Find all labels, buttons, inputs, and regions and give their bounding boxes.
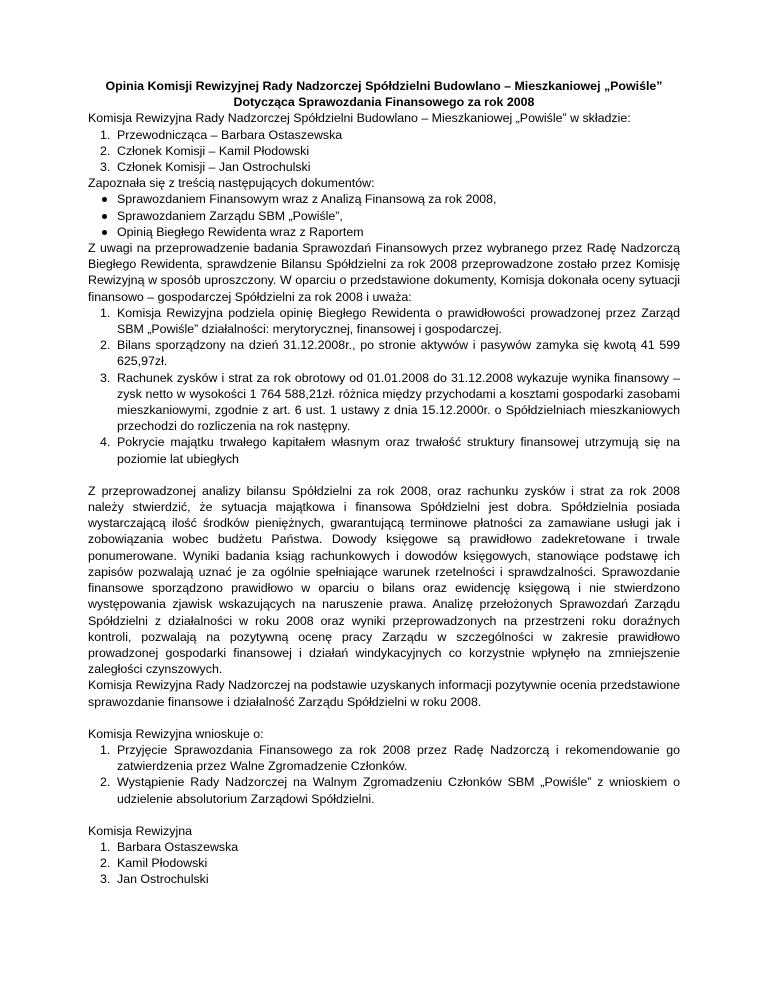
spacer (88, 710, 680, 726)
findings-list (88, 305, 680, 467)
list-item: 3. Rachunek zysków i strat za rok obrotowy od 01.01.2008 do 31.12.2008 wykazuje wynika finansowy – zysk netto w wysokości 1 764 588,21zł. różnica między przychodami a kosztami gospodarki zasobami mieszkaniowymi, zgodnie z art. 6 ust. 1 ustawy z dnia 15.12.2000r. o Spółdzielniach mieszkaniowych przechodzi do rozliczenia na rok następny. (100, 370, 680, 434)
intro-text: Komisja Rewizyjna Rady Nadzorczej Spółdzielni Budowlano – Mieszkaniowej „Powiśle” w składzie: (88, 111, 631, 126)
summary-paragraph: Z przeprowadzonej analizy bilansu Spółdzielni za rok 2008, oraz rachunku zysków i strat za rok 2008 należy stwierdzić, że sytuacja majątkowa i finansowa Spółdzielni jest dobra. Spółdzielnia posiada wystarczającą ilość środków pieniężnych, gwarantującą terminowe płatności za zamawiane usługi jak i zobowiązania wobec budżetu Państwa. Dowody księgowe są prawidłowo zadekretowane i trwale ponumerowane. Wyniki badania ksiąg rachunkowych i dowodów księgowych, stanowiące podstawę ich zapisów pozwalają uznać je za ogólnie spełniające warunek rzetelności i sprawdzalności. Sprawozdanie finansowe sporządzono prawidłowo w oparciu o bilans oraz ewidencję księgową i nie stwierdzono występowania zjawisk wskazujących na naruszenie prawa. Analizę przełożonych Sprawozdań Zarządu Spółdzielni z działalności w roku 2008 oraz wyniki przeprowadzonych na przestrzeni roku doraźnych kontroli, pozwalają na pozytywną ocenę pracy Zarządu w szczególności w zakresie prawidłowo prowadzonej gospodarki finansowej i działań windykacyjnych co korzystnie wpłynęło na zmniejszenie zaległości czynszowych. (88, 483, 680, 677)
documents-intro: Zapoznała się z treścią następujących dokumentów: (88, 176, 375, 191)
list-item: 2. Bilans sporządzony na dzień 31.12.2008r., po stronie aktywów i pasywów zamyka się kwotą 41 599 625,97zł. (100, 338, 680, 369)
analysis-paragraph: Z uwagi na przeprowadzenie badania Sprawozdań Finansowych przez wybranego przez Radę Nadzorczą Biegłego Rewidenta, sprawdzenie Bilansu Spółdzielni za rok 2008 przeprowadzone zostało przez Komisję Rewizyjną w sposób uproszczony. W oparciu o przedstawione dokumenty, Komisja dokonała oceny sytuacji finansowo – gospodarczej Spółdzielni za rok 2008 i uważa: (88, 241, 680, 304)
documents-list (88, 191, 680, 240)
document-page (88, 78, 680, 888)
list-item: 4. Pokrycie majątku trwałego kapitałem własnym oraz trwałość struktury finansowej utrzymują się na poziomie lat ubiegłych (100, 435, 680, 466)
list-item: 3. Jan Ostrochulski (100, 872, 209, 887)
list-item: Sprawozdaniem Zarządu SBM „Powiśle”, (88, 208, 680, 224)
spacer (88, 467, 680, 483)
bullet-icon (102, 214, 107, 219)
bullet-icon (102, 230, 107, 235)
document-title (88, 78, 680, 110)
list-item: 2. Członek Komisji – Kamil Płodowski (100, 143, 310, 158)
signature-title: Komisja Rewizyjna (88, 823, 192, 838)
list-item: Sprawozdaniem Finansowym wraz z Analizą Finansową za rok 2008, (88, 191, 680, 207)
motions-intro: Komisja Rewizyjna wnioskuje o: (88, 726, 264, 741)
list-item: 1. Komisja Rewizyjna podziela opinię Biegłego Rewidenta o prawidłowości prowadzonej przez Zarząd SBM „Powiśle” działalności: merytorycznej, finansowej i gospodarczej. (100, 305, 680, 337)
list-item: 1. Przyjęcie Sprawozdania Finansowego za rok 2008 przez Radę Nadzorczą i rekomendowanie go zatwierdzenia przez Walne Zgromadzenie Członków. (100, 742, 680, 774)
list-item: 1. Barbara Ostaszewska (100, 839, 239, 854)
positive-paragraph: Komisja Rewizyjna Rady Nadzorczej na podstawie uzyskanych informacji pozytywnie ocenia przedstawione sprawozdanie finansowe i działalność Zarządu Spółdzielni w roku 2008. (88, 678, 680, 709)
list-item: 2. Wystąpienie Rady Nadzorczej na Walnym Zgromadzeniu Członków SBM „Powiśle” z wnioskiem o udzielenie absolutorium Zarządowi Spółdzielni. (100, 775, 680, 806)
title-line-2: Dotycząca Sprawozdania Finansowego za rok 2008 (233, 95, 535, 110)
members-list (88, 127, 680, 176)
list-item: 1. Przewodnicząca – Barbara Ostaszewska (100, 127, 343, 142)
bullet-icon (102, 197, 107, 202)
spacer (88, 807, 680, 823)
list-item: 3. Członek Komisji – Jan Ostrochulski (100, 160, 311, 175)
signatures-list (88, 839, 680, 888)
list-item: 2. Kamil Płodowski (100, 856, 208, 871)
motions-list (88, 742, 680, 807)
title-line-1: Opinia Komisji Rewizyjnej Rady Nadzorczej Spółdzielni Budowlano – Mieszkaniowej „Powiśle” (105, 79, 663, 93)
list-item: Opinią Biegłego Rewidenta wraz z Raportem (88, 224, 680, 240)
